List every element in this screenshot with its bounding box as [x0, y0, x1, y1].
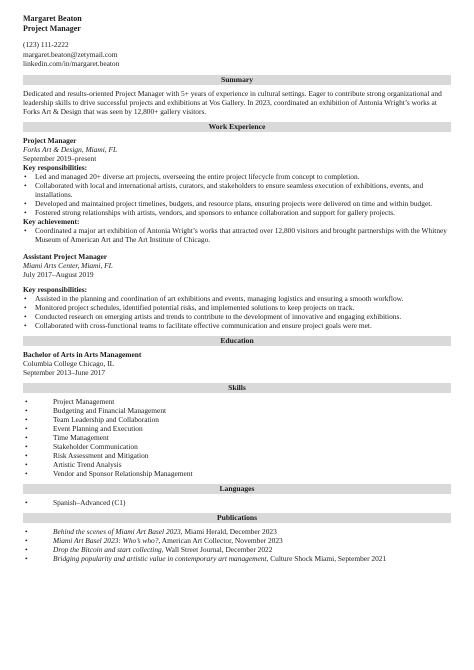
- job-title: Project Manager: [23, 135, 77, 145]
- publication-title: Miami Art Basel 2023: Who’s who?,: [53, 535, 161, 545]
- phone-number: (123) 111-2222: [23, 40, 69, 49]
- duty-item: • Fostered strong relationships with artists, vendors, and sponsors to enhance collaboration and support for gallery projects.: [23, 208, 451, 217]
- responsibilities-label: Key responsibilities:: [23, 162, 88, 172]
- education-entry: [23, 350, 451, 377]
- job-dates: September 2019–present: [23, 153, 97, 163]
- job-title: Assistant Project Manager: [23, 251, 108, 261]
- skill-item: • Artistic Trend Analysis: [23, 460, 451, 469]
- experience-heading: Work Experience: [23, 122, 451, 132]
- job-company: Miami Arts Center, Miami, FL: [23, 260, 113, 270]
- duty-item: • Collaborated with cross-functional teams to facilitate effective communication and ensure project goals were met.: [23, 321, 451, 330]
- publication-title: Behind the scenes of Miami Art Basel 2023,: [53, 526, 183, 536]
- publications-heading: Publications: [23, 513, 451, 523]
- school-name: Columbia College Chicago, IL: [23, 358, 115, 368]
- resume-page: [23, 14, 451, 563]
- languages-heading: Languages: [23, 484, 451, 494]
- skills-list: [23, 397, 451, 478]
- education-dates: September 2013–June 2017: [23, 367, 106, 377]
- summary-heading: Summary: [23, 75, 451, 85]
- skills-heading: Skills: [23, 383, 451, 393]
- job-company: Forks Art & Design, Miami, FL: [23, 144, 118, 154]
- publication-source: Miami Herald, December 2023: [182, 526, 277, 536]
- publications-list: [23, 527, 451, 563]
- publication-source: American Art Collector, November 2023: [160, 535, 283, 545]
- languages-list: [23, 498, 451, 507]
- skill-item: • Project Management: [23, 397, 451, 406]
- duties-list: [23, 172, 451, 217]
- job-entry-2: [23, 252, 451, 330]
- duty-item: • Led and managed 20+ diverse art projects, overseeing the entire project lifecycle from concept to completion.: [23, 172, 451, 181]
- responsibilities-label: Key responsibilities:: [23, 284, 88, 294]
- publication-source: Culture Shock Miami, September 2021: [268, 553, 387, 563]
- publication-item: [23, 527, 451, 536]
- linkedin-url[interactable]: linkedin.com/in/margaret.beaton: [23, 59, 120, 68]
- resume-header: [23, 14, 451, 69]
- summary-text: Dedicated and results-oriented Project Manager with 5+ years of experience in cultural settings. Eager to contribute strong organizational and leadership skills to drive successful projects and exhibitions at Vos Gallery. In 2023, coordinated an exhibition of Antonia Wright’s works at Forks Art & Design that was seen by 12,800+ gallery visitors.: [23, 88, 442, 116]
- publication-item: [23, 536, 451, 545]
- email-address[interactable]: margaret.beaton@zetymail.com: [23, 49, 118, 59]
- skill-item: • Vendor and Sponsor Relationship Management: [23, 469, 451, 478]
- candidate-title: Project Manager: [23, 24, 81, 33]
- publication-item: [23, 554, 451, 563]
- skill-item: • Risk Assessment and Mitigation: [23, 451, 451, 460]
- publication-source: Wall Street Journal, December 2022: [163, 544, 273, 554]
- achievement-label: Key achievement:: [23, 216, 80, 226]
- contact-info: [23, 40, 451, 69]
- job-dates: July 2017–August 2019: [23, 269, 94, 279]
- skill-item: • Time Management: [23, 433, 451, 442]
- duties-list: [23, 294, 451, 330]
- skill-item: • Team Leadership and Collaboration: [23, 415, 451, 424]
- duty-item: • Assisted in the planning and coordination of art exhibitions and events, managing logistics and ensuring a smooth workflow.: [23, 294, 451, 303]
- language-item: • Spanish–Advanced (C1): [23, 498, 451, 507]
- achievements-list: [23, 226, 451, 244]
- candidate-name: Margaret Beaton: [23, 14, 82, 23]
- duty-item: • Developed and maintained project timelines, budgets, and resource plans, ensuring projects were delivered on time and within budget.: [23, 199, 451, 208]
- publication-title: Drop the Bitcoin and start collecting,: [53, 544, 164, 554]
- degree-name: Bachelor of Arts in Arts Management: [23, 349, 142, 359]
- skill-item: • Event Planning and Execution: [23, 424, 451, 433]
- duty-item: • Collaborated with local and international artists, curators, and stakeholders to ensure seamless execution of exhibitions, events, and installations.: [23, 181, 451, 199]
- spacer: [23, 244, 451, 250]
- duty-item: • Monitored project schedules, identified potential risks, and implemented solutions to keep projects on track.: [23, 303, 451, 312]
- publication-item: [23, 545, 451, 554]
- education-heading: Education: [23, 336, 451, 346]
- publication-title: Bridging popularity and artistic value in contemporary art management,: [53, 553, 269, 563]
- duty-item: • Conducted research on emerging artists and trends to contribute to the development of innovative and engaging exhibitions.: [23, 312, 451, 321]
- skill-item: • Stakeholder Communication: [23, 442, 451, 451]
- skill-item: • Budgeting and Financial Management: [23, 406, 451, 415]
- job-entry-1: [23, 136, 451, 244]
- achievement-item: • Coordinated a major art exhibition of Antonia Wright’s works that attracted over 12,800 visitors and brought partnerships with the Whitney Museum of American Art and The Art Institute of Chicago.: [23, 226, 451, 244]
